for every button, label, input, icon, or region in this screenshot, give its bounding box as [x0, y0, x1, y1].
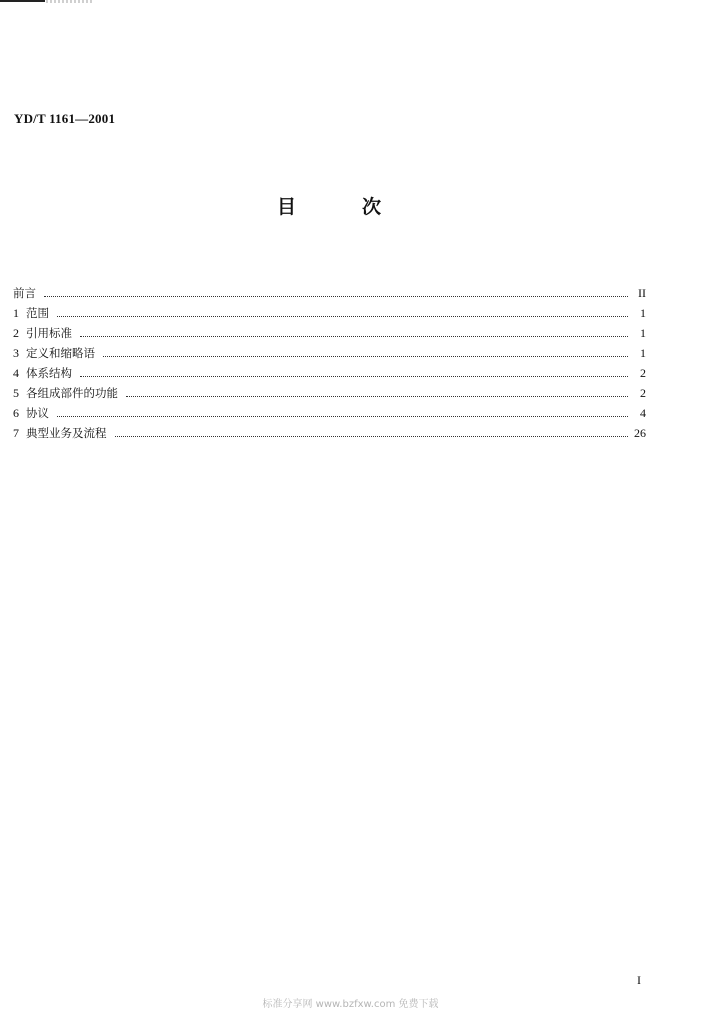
toc-entry-definitions[interactable]	[13, 343, 646, 363]
toc-leader-dots	[57, 316, 628, 317]
toc-entry-label: 协议	[26, 406, 49, 420]
toc-entry-label: 范围	[26, 306, 49, 320]
toc-entry-page: 1	[640, 306, 646, 320]
toc-entry-component-functions[interactable]	[13, 383, 646, 403]
toc-leader-dots	[115, 436, 629, 437]
toc-entry-label: 体系结构	[26, 366, 72, 380]
toc-entry-number: 7	[13, 426, 19, 440]
toc-entry-number: 3	[13, 346, 19, 360]
toc-entry-page: II	[638, 286, 646, 300]
toc-entry-label: 各组成部件的功能	[26, 386, 118, 400]
toc-entry-number: 5	[13, 386, 19, 400]
toc-entry-number: 1	[13, 306, 19, 320]
toc-title-char-2: 次	[362, 196, 382, 218]
toc-entry-protocols[interactable]	[13, 403, 646, 423]
toc-entry-typical-services[interactable]	[13, 423, 646, 443]
toc-entry-label: 定义和缩略语	[26, 346, 95, 360]
toc-entry-label: 引用标准	[26, 326, 72, 340]
toc-entry-number: 4	[13, 366, 19, 380]
toc-entry-page: 1	[640, 346, 646, 360]
page-number: I	[637, 973, 641, 987]
toc-leader-dots	[80, 336, 628, 337]
toc-entry-foreword[interactable]	[13, 283, 646, 303]
top-header-faint-mark	[46, 0, 92, 3]
toc-title-char-1: 目	[277, 196, 297, 218]
toc-entry-scope[interactable]	[13, 303, 646, 323]
toc-title	[0, 192, 701, 220]
toc-entry-page: 2	[640, 386, 646, 400]
toc-entry-page: 1	[640, 326, 646, 340]
toc-entry-number: 2	[13, 326, 19, 340]
toc-leader-dots	[103, 356, 628, 357]
toc-entry-label: 前言	[13, 286, 36, 300]
standard-number: YD/T 1161—2001	[14, 111, 116, 126]
toc-leader-dots	[57, 416, 628, 417]
toc-entry-page: 2	[640, 366, 646, 380]
toc-leader-dots	[126, 396, 628, 397]
toc-entry-label: 典型业务及流程	[26, 426, 107, 440]
toc-entry-page: 4	[640, 406, 646, 420]
toc-entry-number: 6	[13, 406, 19, 420]
toc-leader-dots	[80, 376, 628, 377]
footer-watermark: 标准分享网 www.bzfxw.com 免费下载	[262, 999, 439, 1010]
toc-entry-architecture[interactable]	[13, 363, 646, 383]
toc-leader-dots	[44, 296, 628, 297]
toc-entry-normative-references[interactable]	[13, 323, 646, 343]
toc-entry-page: 26	[634, 426, 646, 440]
table-of-contents	[13, 283, 646, 443]
top-rule	[0, 0, 45, 2]
